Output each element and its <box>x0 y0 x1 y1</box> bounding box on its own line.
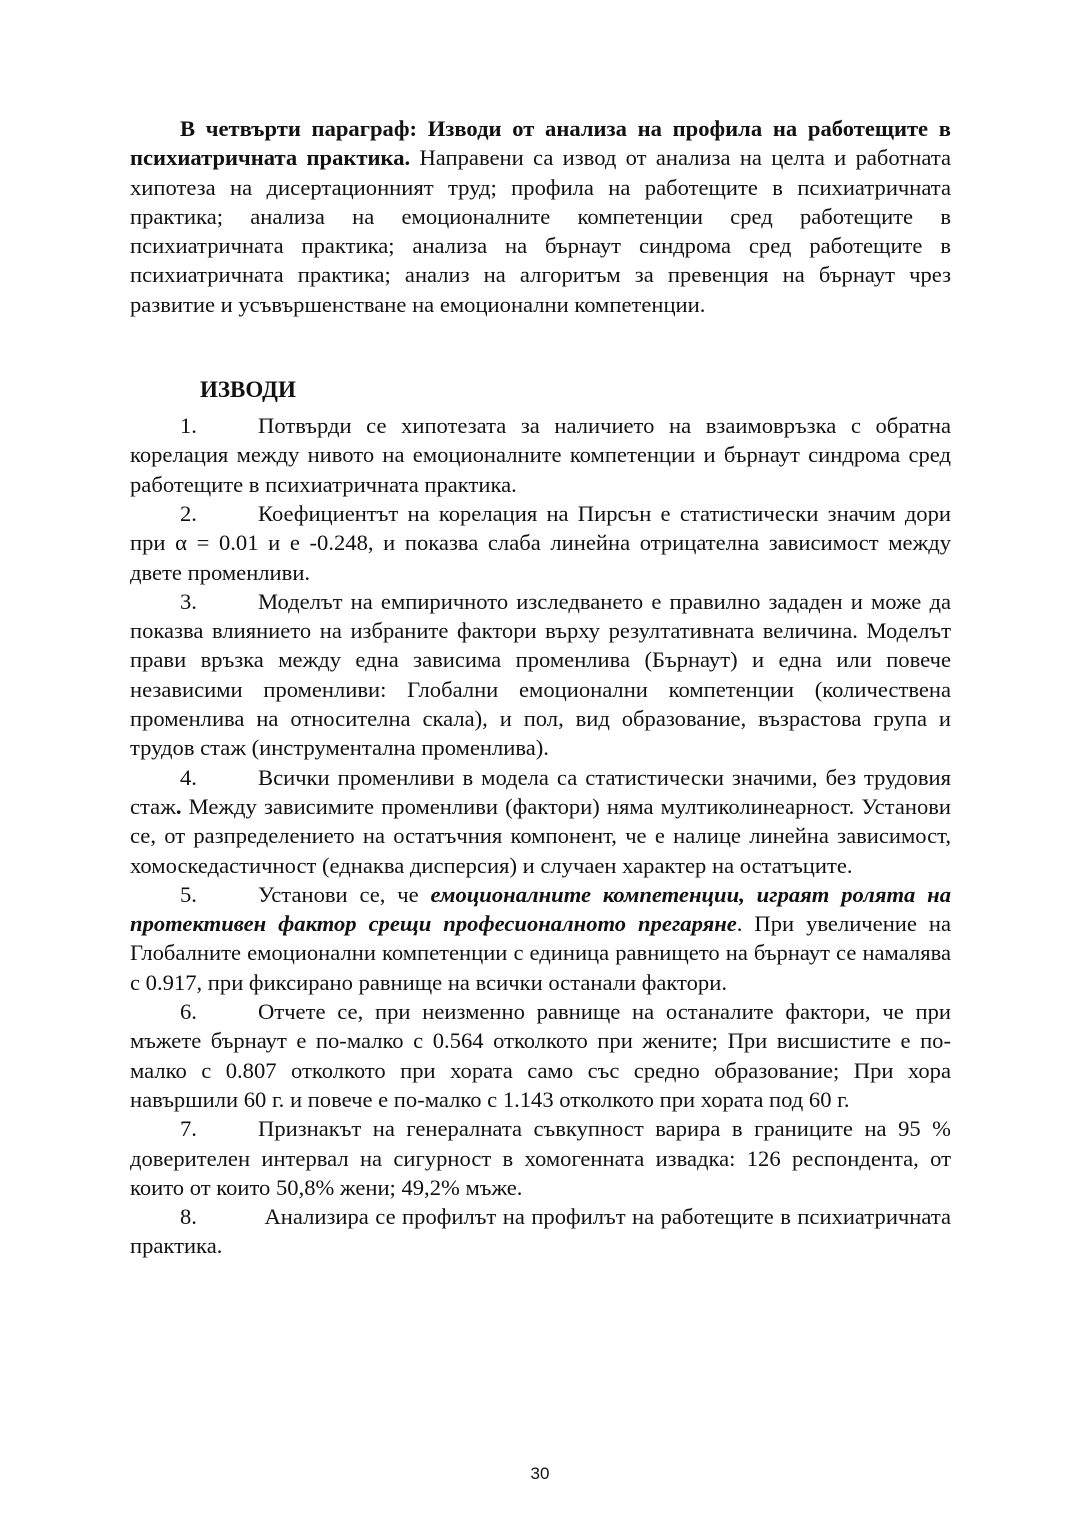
intro-paragraph <box>130 114 951 319</box>
conclusion-item-8 <box>130 1202 951 1261</box>
intro-bold-lead: В четвърти параграф: Изводи от анализа на профила на работещите в психиатричната практика. <box>130 116 951 171</box>
item-number: 2. <box>180 500 197 526</box>
conclusion-item-6 <box>130 997 951 1114</box>
item-number: 7. <box>180 1116 197 1142</box>
item-text: Отчете се, при неизменно равнище на останалите фактори, че при мъжете бърнаут е по-малко с 0.564 отколкото при жените; При висшистите е по-малко с 0.807 отколкото при хората само със средно образование; При хора навършили 60 г. и повече е по-малко с 1.143 отколкото при хората под 60 г. <box>130 999 951 1112</box>
item-text-emphasis: емоционалните компетенции, играят ролята на протективен фактор срещи професионалното прегаряне <box>130 881 952 937</box>
item-text-bold-period: . <box>175 793 182 819</box>
item-number: 3. <box>180 588 197 614</box>
conclusion-item-3 <box>130 587 951 763</box>
conclusions-heading: ИЗВОДИ <box>200 377 296 403</box>
item-text-part-b: . При увеличение на Глобалните емоционални компетенции с единица равнището на бърнаут се намалява с 0.917, при фиксирано равнище на всички останали фактори. <box>130 911 952 995</box>
conclusion-item-1 <box>130 411 951 499</box>
conclusion-item-4 <box>130 763 951 880</box>
item-text: Анализира се профилът на профилът на работещите в психиатричната практика. <box>130 1204 951 1259</box>
item-number: 8. <box>180 1204 197 1230</box>
item-text: Коефициентът на корелация на Пирсън е статистически значим дори при α = 0.01 и е -0.248, и показва слаба линейна отрицателна зависимост между двете променливи. <box>130 500 951 585</box>
item-text-part-a: Установи се, че <box>258 881 431 907</box>
conclusion-item-2 <box>130 499 951 587</box>
item-text: Моделът на емпиричното изследването е правилно зададен и може да показва влиянието на избраните фактори върху резултативната величина. Моделът прави връзка между една зависима променлива (Бърнаут) и една или повече независими променливи: Глобални емоционални компетенции (количествена променлива на относителна скала), и пол, вид образование, възрастова група и трудов стаж (инструментална променлива). <box>130 588 951 761</box>
item-number: 1. <box>180 413 197 439</box>
item-text-part-a: Всички променливи в модела са статистически значими, без трудовия стаж <box>130 764 951 819</box>
document-page <box>130 114 951 1261</box>
item-number: 6. <box>180 999 197 1025</box>
item-text-part-b: Между зависимите променливи (фактори) няма мултиколинеарност. Установи се, от разпределението на остатъчния компонент, че е налице линейна зависимост, хомоскедастичност (еднаква дисперсия) и случаен характер на остатъците. <box>130 793 951 878</box>
item-text: Потвърди се хипотезата за наличието на взаимовръзка с обратна корелация между нивото на емоционалните компетенции и бърнаут синдрома сред работещите в психиатричната практика. <box>130 413 951 497</box>
item-text: Признакът на генералната съвкупност варира в границите на 95 % доверителен интервал на сигурност в хомогенната извадка: 126 респондента, от които от които 50,8% жени; 49,2% мъже. <box>130 1116 951 1200</box>
conclusion-item-5 <box>130 880 951 997</box>
item-number: 5. <box>180 881 197 907</box>
conclusion-item-7 <box>130 1114 951 1202</box>
item-number: 4. <box>180 764 197 790</box>
intro-text: Направени са извод от анализа на целта и работната хипотеза на дисертационният труд; профила на работещите в психиатричната практика; анализа на емоционалните компетенции сред работещите в психиатричната практика; анализа на бърнаут синдрома сред работещите в психиатричната практика; анализ на алгоритъм за превенция на бърнаут чрез развитие и усъвършенстване на емоционални компетенции. <box>130 145 951 317</box>
page-number: 30 <box>530 1464 550 1483</box>
